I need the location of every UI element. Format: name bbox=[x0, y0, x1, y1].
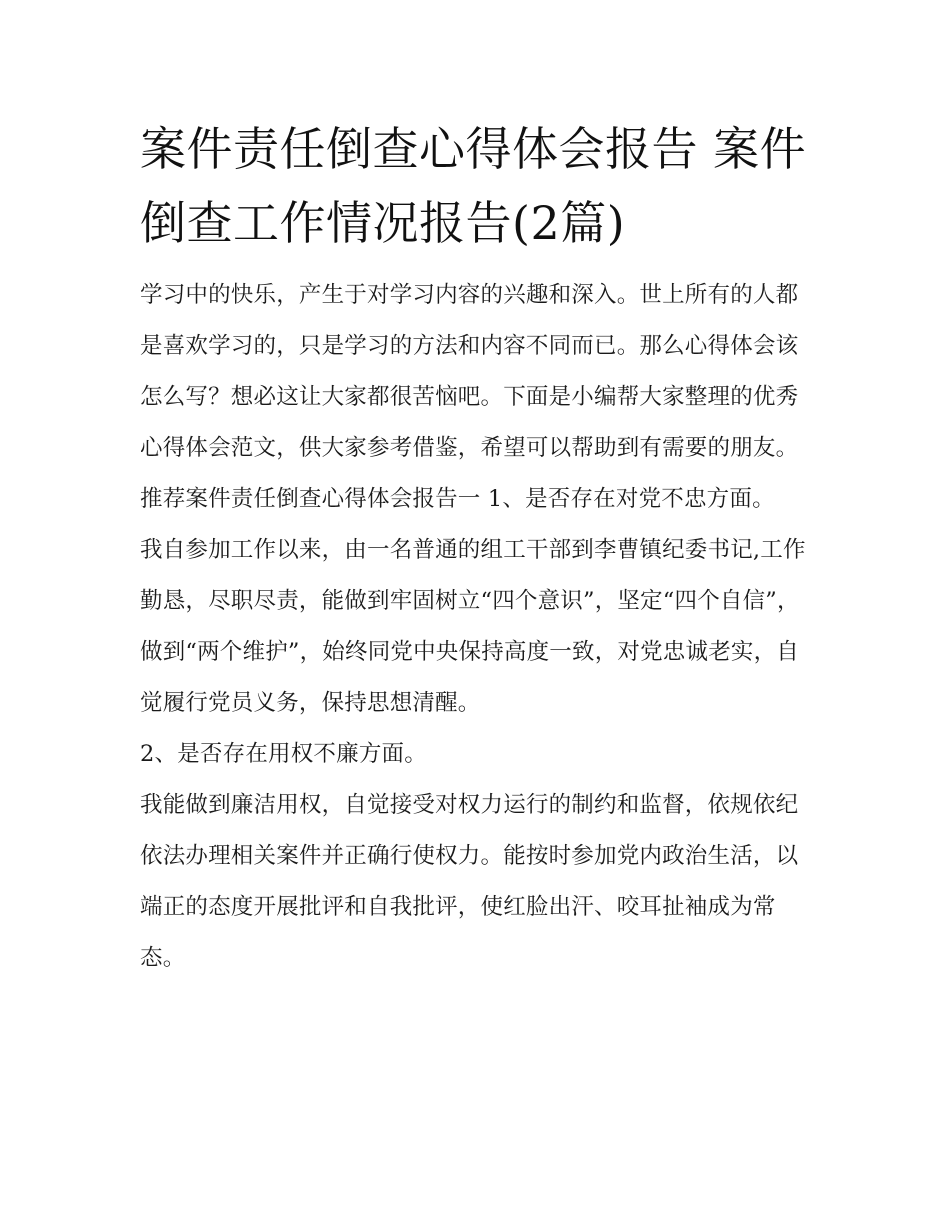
paragraph-section-2-heading: 2、是否存在用权不廉方面。 bbox=[140, 741, 427, 767]
paragraph-section-2-body: 我能做到廉洁用权，自觉接受对权力运行的制约和监督，依规依纪依法办理相关案件并正确行使权力。能按时参加党内政治生活，以端正的态度开展批评和自我批评，使红脸出汗、咬耳扯袖成为常态。 bbox=[140, 792, 799, 971]
document-page bbox=[140, 112, 820, 984]
paragraph-intro: 学习中的快乐，产生于对学习内容的兴趣和深入。世上所有的人都是喜欢学习的，只是学习的方法和内容不同而已。那么心得体会该怎么写？想必这让大家都很苦恼吧。下面是小编帮大家整理的优秀心得体会范文，供大家参考借鉴，希望可以帮助到有需要的朋友。 bbox=[140, 282, 799, 461]
paragraph-section-1-body: 我自参加工作以来，由一名普通的组工干部到李曹镇纪委书记,工作勤恳，尽职尽责，能做到牢固树立“四个意识”，坚定“四个自信”，做到“两个维护”，始终同党中央保持高度一致，对党忠诚老实，自觉履行党员义务，保持思想清醒。 bbox=[140, 537, 806, 716]
document-body bbox=[140, 270, 820, 984]
paragraph-section-1-heading: 推荐案件责任倒查心得体会报告一 1、是否存在对党不忠方面。 bbox=[140, 486, 775, 512]
document-title: 案件责任倒查心得体会报告 案件倒查工作情况报告(2篇) bbox=[140, 122, 807, 250]
